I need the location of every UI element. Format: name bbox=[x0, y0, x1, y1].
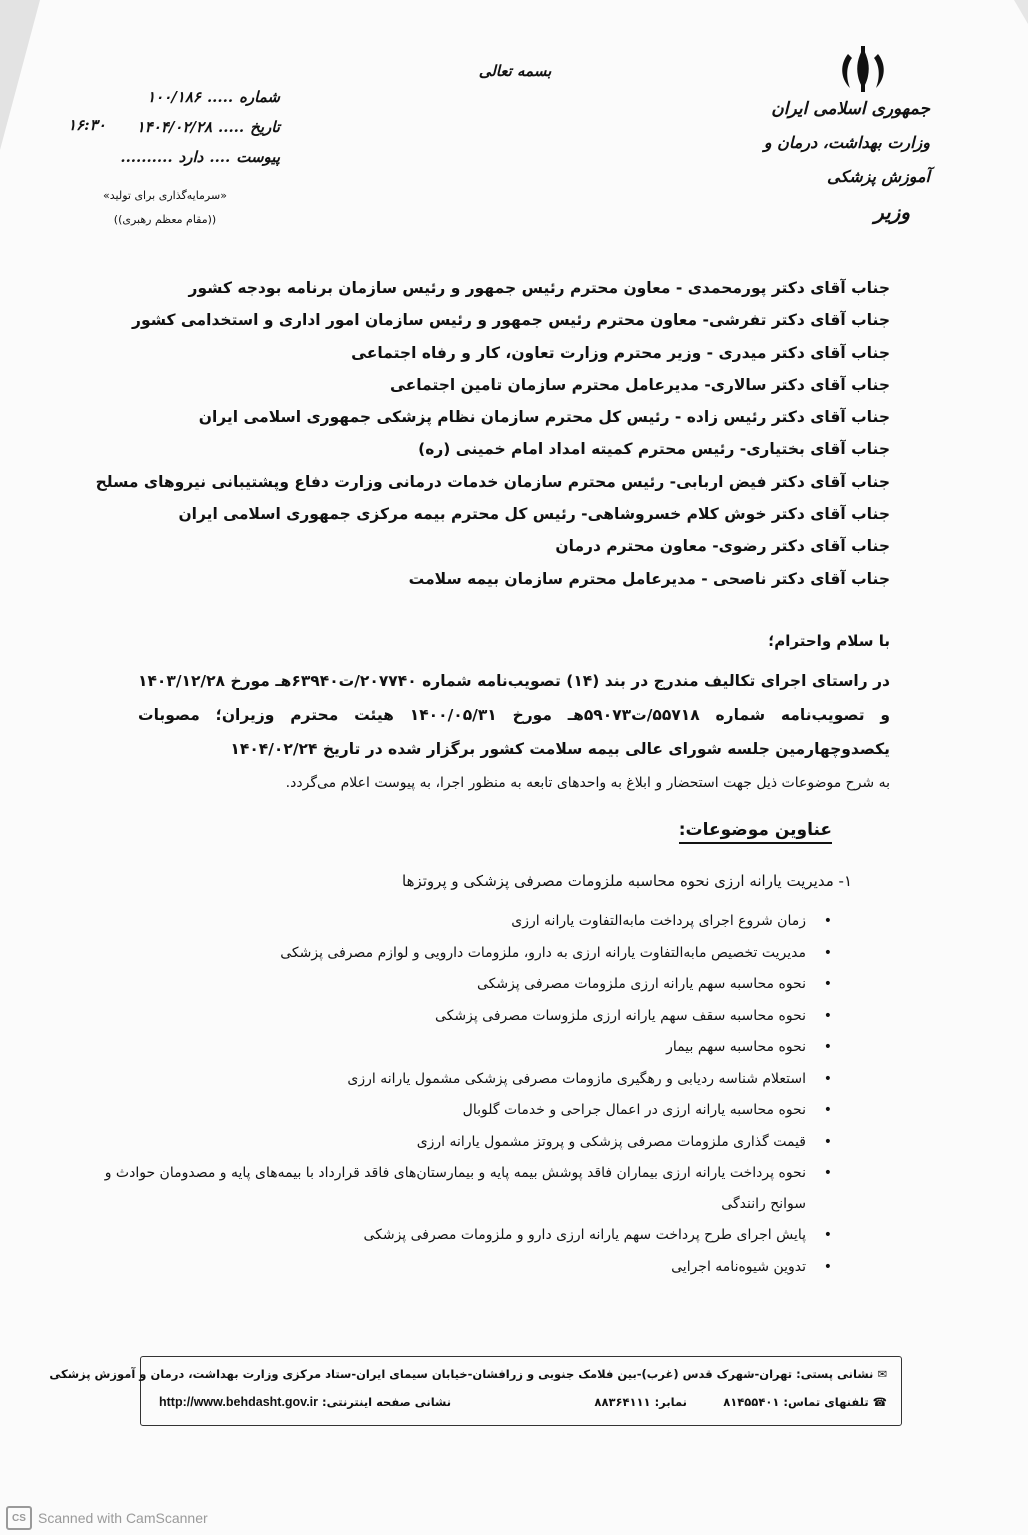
recipient-item: جناب آقای دکتر خوش کلام خسروشاهی- رئیس کل محترم بیمه مرکزی جمهوری اسلامی ایران bbox=[178, 505, 890, 524]
greeting: با سلام واحترام؛ bbox=[768, 632, 890, 650]
paper-corner-shadow bbox=[1014, 0, 1028, 24]
paper-fold-shadow bbox=[0, 0, 40, 150]
recipient-item: جناب آقای دکتر ناصحی - مدیرعامل محترم سازمان بیمه سلامت bbox=[408, 569, 890, 588]
footer-fax: نمابر: ۸۸۳۶۴۱۱۱ bbox=[594, 1395, 687, 1409]
letter-time: ۱۶:۳۰ bbox=[68, 116, 106, 134]
basmala: بسمه تعالی bbox=[478, 62, 552, 80]
footer-website-link[interactable]: http://www.behdasht.gov.ir bbox=[159, 1395, 319, 1409]
bullet-item: • تدوین شیوه‌نامه اجرایی bbox=[86, 1252, 806, 1284]
body-paragraph bbox=[138, 664, 890, 800]
bullet-icon: • bbox=[823, 1102, 832, 1118]
scanner-watermark bbox=[6, 1506, 208, 1530]
bullet-item: • نحوه محاسبه سهم بیمار bbox=[86, 1032, 806, 1064]
bullet-item: • استعلام شناسه ردیابی و رهگیری مازومات مصرفی پزشکی مشمول یارانه ارزی bbox=[86, 1064, 806, 1096]
recipient-list bbox=[90, 272, 890, 595]
footer-address-text: نشانی پستی: تهران-شهرک قدس (غرب)-بین فلامک جنوبی و زرافشان-خیابان سیمای ایران-ستاد مرکزی وزارت بهداشت، درمان و آموزش پزشکی bbox=[49, 1367, 874, 1381]
footer-website-label: نشانی صفحه اینترنتی: bbox=[322, 1395, 452, 1409]
topic-bullet-list bbox=[86, 906, 832, 1283]
bullet-item: • نحوه محاسبه یارانه ارزی در اعمال جراحی و خدمات گلوبال bbox=[86, 1095, 806, 1127]
number-value: ۱۰۰/۱۸۶ bbox=[147, 88, 201, 106]
phone-icon: ☎ bbox=[872, 1395, 887, 1409]
iran-emblem-icon bbox=[828, 44, 898, 94]
ministry-name bbox=[760, 92, 930, 194]
recipient-item: جناب آقای دکتر رئیس زاده - رئیس کل محترم سازمان نظام پزشکی جمهوری اسلامی ایران bbox=[198, 408, 890, 427]
footer-phone: ☎ تلفنهای تماس: ۸۱۴۵۵۴۰۱ bbox=[723, 1395, 887, 1409]
bullet-item: • پایش اجرای طرح پرداخت سهم یارانه ارزی دارو و ملزومات مصرفی پزشکی bbox=[86, 1220, 806, 1252]
footer-contacts bbox=[159, 1395, 887, 1415]
footer-contact-box bbox=[49, 1356, 902, 1426]
bullet-item: • نحوه محاسبه سقف سهم یارانه ارزی ملزوسات مصرفی پزشکی bbox=[86, 1001, 806, 1033]
bullet-icon: • bbox=[823, 1070, 832, 1087]
ministry-line2: وزارت بهداشت، درمان و آموزش پزشکی bbox=[763, 133, 930, 186]
bullet-icon: • bbox=[823, 944, 832, 961]
recipient-item: جناب آقای دکتر رضوی- معاون محترم درمان bbox=[555, 537, 890, 556]
envelope-icon: ✉ bbox=[877, 1367, 887, 1381]
body-paragraph-main: در راستای اجرای تکالیف مندرج در بند (۱۴) تصویب‌نامه شماره ۲۰۷۷۴۰/ت۶۳۹۴۰هـ مورخ ۱۴۰۳/۱۲/۲۸ و تصویب‌نامه شماره ۵۵۷۱۸/ت۵۹۰۷۳هـ مورخ ۱۴۰۰/۰۵/۳۱ هیئت محترم وزیران؛ مصوبات یکصدوچهارمین جلسه شورای عالی بیمه سلامت کشور برگزار شده در تاریخ ۱۴۰۴/۰۲/۲۴ bbox=[138, 672, 891, 758]
slogan-line1: «سرمایه‌گذاری برای تولید» bbox=[103, 189, 227, 202]
date-label: تاریخ bbox=[250, 118, 280, 136]
bullet-icon: • bbox=[823, 913, 832, 929]
bullet-item: • زمان شروع اجرای پرداخت مابه‌التفاوت یارانه ارزی bbox=[86, 906, 806, 938]
recipient-item: جناب آقای دکتر میدری - وزیر محترم وزارت تعاون، کار و رفاه اجتماعی bbox=[351, 343, 890, 362]
recipient-item: جناب آقای دکتر سالاری- مدیرعامل محترم سازمان تامین اجتماعی bbox=[389, 375, 890, 394]
bullet-icon: • bbox=[823, 1133, 832, 1150]
footer-address bbox=[49, 1367, 887, 1381]
bullet-icon: • bbox=[823, 1165, 832, 1181]
topics-heading: عناوین موضوعات: bbox=[679, 820, 832, 844]
attachment-value: دارد bbox=[178, 148, 204, 166]
bullet-icon: • bbox=[823, 1258, 832, 1275]
ministry-line1: جمهوری اسلامی ایران bbox=[771, 99, 930, 119]
slogan-line2: ((مقام معظم رهبری)) bbox=[113, 213, 217, 226]
footer-website bbox=[159, 1395, 451, 1409]
minister-title: وزیر bbox=[874, 200, 910, 224]
number-row: شماره ..... ۱۰۰/۱۸۶ bbox=[60, 82, 280, 112]
recipient-item: جناب آقای دکتر فیض اربابی- رئیس محترم سازمان خدمات درمانی وزارت دفاع وپشتیبانی نیروهای مسلح bbox=[95, 472, 890, 491]
attachment-label: پیوست bbox=[236, 148, 280, 166]
date-value: ۱۴۰۴/۰۲/۲۸ bbox=[136, 118, 213, 136]
bullet-icon: • bbox=[823, 1227, 832, 1243]
bullet-item: • نحوه محاسبه سهم یارانه ارزی ملزومات مصرفی پزشکی bbox=[86, 969, 806, 1001]
bullet-icon: • bbox=[823, 1039, 832, 1055]
body-paragraph-end: به شرح موضوعات ذیل جهت استحضار و ابلاغ به واحدهای تابعه به منظور اجرا، به پیوست اعلام می‌گردد. bbox=[285, 775, 890, 791]
recipient-item: جناب آقای دکتر پورمحمدی - معاون محترم رئیس جمهور و رئیس سازمان برنامه بودجه کشور bbox=[188, 279, 890, 297]
number-label: شماره bbox=[239, 88, 280, 106]
bullet-item: • قیمت گذاری ملزومات مصرفی پزشکی و پروتز مشمول یارانه ارزی bbox=[86, 1127, 806, 1159]
date-row: تاریخ ..... ۱۴۰۴/۰۲/۲۸ bbox=[60, 112, 280, 142]
bullet-icon: • bbox=[823, 976, 832, 992]
recipient-item: جناب آقای بختیاری- رئیس محترم کمیته امداد امام خمینی (ره) bbox=[418, 440, 890, 459]
bullet-icon: • bbox=[823, 1007, 832, 1024]
camscanner-logo-icon: CS bbox=[6, 1506, 32, 1530]
bullet-item: • مدیریت تخصیص مابه‌التفاوت یارانه ارزی به دارو، ملزومات دارویی و لوازم مصرفی پزشکی bbox=[86, 938, 806, 970]
topic-main-item: ۱- مدیریت یارانه ارزی نحوه محاسبه ملزومات مصرفی پزشکی و پروتزها bbox=[402, 872, 852, 890]
bullet-item: • نحوه پرداخت یارانه ارزی بیماران فاقد پوشش بیمه پایه و بیمارستان‌های فاقد قرارداد با بیمه‌های پایه و مصدومان حوادث و سوانح رانندگی bbox=[86, 1158, 806, 1220]
slogan bbox=[90, 184, 240, 232]
attachment-row: پیوست .... دارد .......... bbox=[60, 142, 280, 172]
recipient-item: جناب آقای دکتر تفرشی- معاون محترم رئیس جمهور و رئیس سازمان امور اداری و استخدامی کشور bbox=[132, 311, 890, 330]
scanner-label: Scanned with CamScanner bbox=[38, 1510, 208, 1526]
